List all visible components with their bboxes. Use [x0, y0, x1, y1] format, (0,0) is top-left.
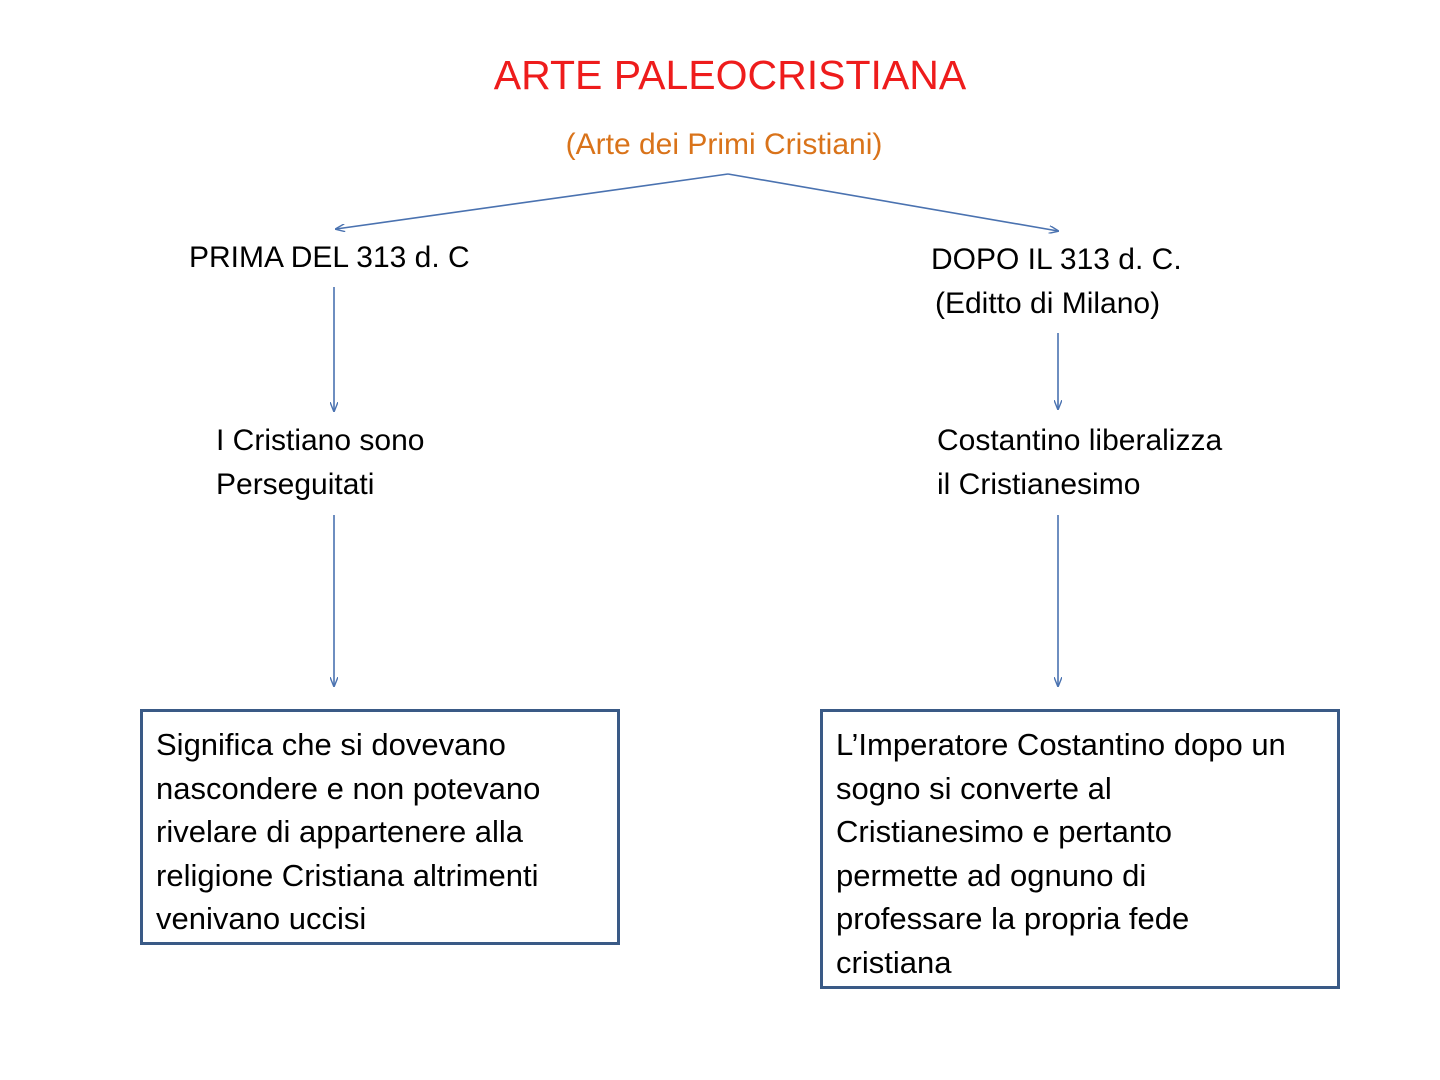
right-heading-line-2: (Editto di Milano) — [935, 287, 1161, 320]
right-box-line-3: Cristianesimo e pertanto — [836, 814, 1172, 849]
right-box-line-4: permette ad ognuno di — [836, 857, 1147, 893]
right-box-line-5: professare la propria fede — [836, 901, 1190, 936]
left-box-line-4: religione Cristiana altrimenti — [156, 857, 539, 893]
diagram-subtitle: (Arte dei Primi Cristiani) — [565, 128, 883, 161]
left-box-line-2: nascondere e non potevano — [156, 770, 541, 806]
right-middle-line-1: Costantino liberalizza — [937, 424, 1223, 457]
left-heading-line: PRIMA DEL 313 d. C — [189, 241, 470, 274]
arrow-title-to-left — [336, 174, 728, 229]
diagram-title: ARTE PALEOCRISTIANA — [493, 52, 967, 98]
left-branch-middle — [216, 419, 424, 507]
right-box-line-6: cristiana — [836, 944, 952, 980]
right-branch-middle — [937, 419, 1222, 507]
left-box-line-3: rivelare di appartenere alla — [156, 814, 524, 849]
left-middle-line-1: I Cristiano sono — [216, 424, 425, 457]
left-box-line-1: Significa che si dovevano — [156, 727, 506, 762]
right-branch-box — [820, 709, 1340, 989]
right-middle-line-2: il Cristianesimo — [937, 468, 1141, 501]
right-box-line-2: sogno si converte al — [836, 770, 1112, 806]
right-heading-line-1: DOPO IL 313 d. C. — [931, 243, 1182, 276]
left-branch-box — [140, 709, 620, 945]
arrow-title-to-right — [728, 174, 1058, 231]
left-box-line-5: venivano uccisi — [156, 901, 367, 936]
left-branch-heading — [189, 236, 470, 280]
left-middle-line-2: Perseguitati — [216, 468, 375, 501]
right-branch-heading — [931, 238, 1182, 326]
right-box-line-1: L’Imperatore Costantino dopo un — [836, 727, 1286, 762]
